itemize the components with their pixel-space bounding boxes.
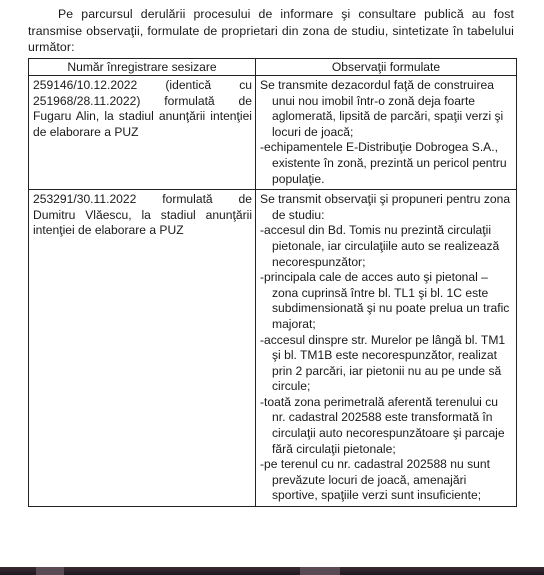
observation-continuation: existente în zonă, prezintă un pericol pentru populaţie. — [272, 155, 507, 186]
header-registration: Număr înregistrare sesizare — [29, 59, 256, 76]
registration-cell: 259146/10.12.2022 (identică cu 251968/28.11.2022) formulată de Fugaru Alin, la stadiul anunţării intenţiei de elaborare a PUZ — [29, 76, 256, 190]
observation-first-line: Se transmit observaţii şi propuneri pentru zona — [260, 192, 511, 207]
observations-cell — [256, 190, 517, 507]
observation-first-line: -principala cale de acces auto şi pietonal – — [260, 270, 488, 285]
intro-paragraph: Pe parcursul derulării procesului de informare şi consultare publică au fost transmise observaţii, formulate de proprietari din zona de studiu, sintetizate în tabelului următor: — [28, 7, 514, 54]
registration-cell: 253291/30.11.2022 formulată de Dumitru Vlăescu, la stadiul anunţării intenţiei de elaborare a PUZ — [29, 190, 256, 507]
observation-first-line: Se transmite dezacordul faţă de construirea — [260, 78, 494, 92]
observation-continuation: şi bl. TM1B este necorespunzător, realizat prin 2 parcări, iar pietonii nu au pe unde să circule; — [272, 348, 502, 394]
observation-continuation: pietonale, iar circulaţiile auto se realizează necorespunzător; — [272, 238, 500, 269]
header-observations: Observaţii formulate — [256, 59, 517, 76]
observation-first-line: -accesul din Bd. Tomis nu prezintă circulaţii — [260, 223, 492, 238]
table-row — [29, 190, 517, 507]
table-row — [29, 76, 517, 190]
taskbar-segment — [300, 567, 340, 575]
taskbar-segment — [36, 567, 64, 575]
observations-cell — [256, 76, 517, 190]
observation-first-line: -accesul dinspre str. Murelor pe lângă bl. TM1 — [260, 332, 506, 347]
observation-first-line: -echipamentele E-Distribuţie Dobrogea S.A., — [260, 140, 498, 155]
observations-table — [28, 58, 517, 507]
observation-continuation: zona cuprinsă între bl. TL1 şi bl. 1C este subdimensionată şi nu poate prelua un trafic majorat; — [272, 285, 510, 331]
observation-continuation: de studiu: — [272, 207, 325, 222]
observation-continuation: unui nou imobil într-o zonă deja foarte aglomerată, lipsită de parcări, spaţii verzi şi locuri de joacă; — [272, 93, 504, 139]
observation-first-line: -toată zona perimetrală aferentă terenului cu — [260, 394, 498, 409]
observation-continuation: nr. cadastral 202588 este transformată în circulaţii auto necorespunzătoare şi parcaje fără circulaţii pietonale; — [272, 410, 505, 456]
taskbar-strip — [0, 567, 544, 575]
observation-continuation: prevăzute locuri de joacă, amenajări sportive, spaţiile verzi sunt insuficiente; — [272, 472, 482, 503]
observation-first-line: -pe terenul cu nr. cadastral 202588 nu sunt — [260, 457, 490, 472]
table-header-row — [29, 59, 517, 76]
